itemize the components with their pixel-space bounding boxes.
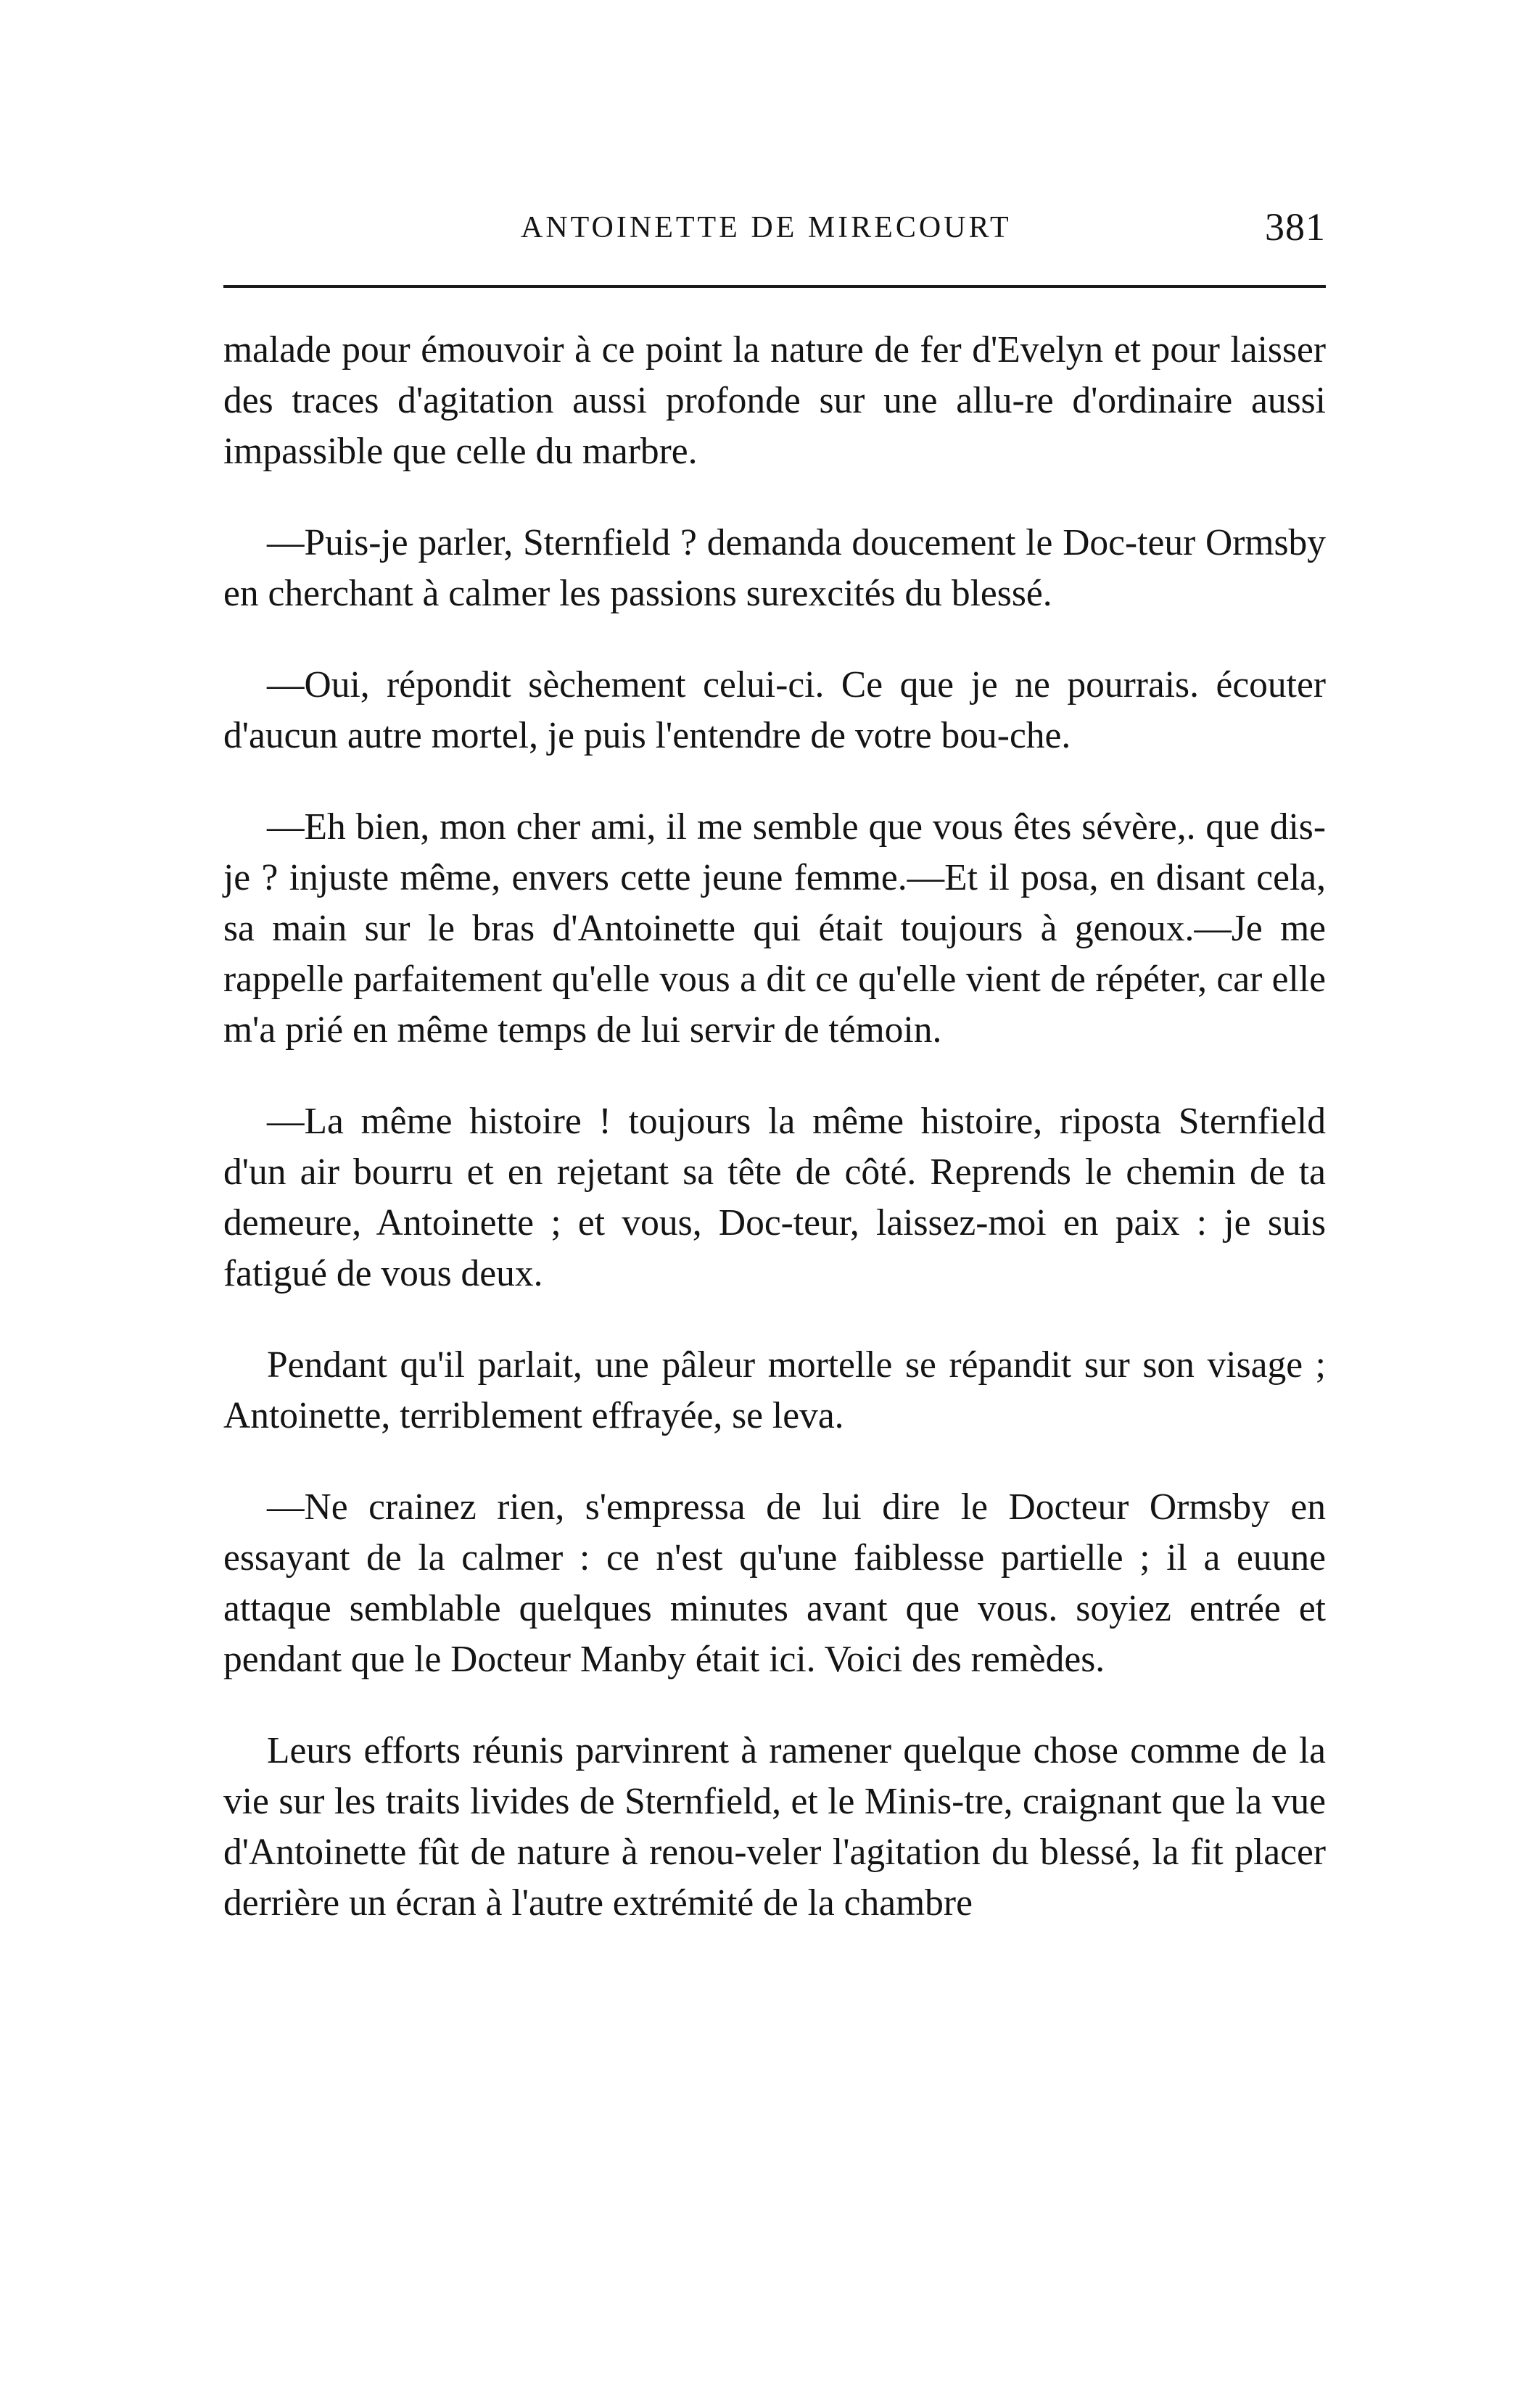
paragraph: —Ne crainez rien, s'empressa de lui dire le Docteur Ormsby en essayant de la calmer : ce n'est qu'une faiblesse partielle ; il a euune attaque semblable quelques minutes avant que vous. soyiez entrée et pendant que le Docteur Manby était ici. Voici des remèdes. [223,1486,1326,1680]
page-number: 381 [1265,205,1326,249]
body-text [223,325,1326,1929]
paragraph: —Oui, répondit sèchement celui-ci. Ce que je ne pourrais. écouter d'aucun autre mortel, je puis l'entendre de votre bou-che. [223,664,1326,756]
running-head [223,204,1326,255]
paragraph: Leurs efforts réunis parvinrent à ramener quelque chose comme de la vie sur les traits livides de Sternfield, et le Minis-tre, craignant que la vue d'Antoinette fût de nature à renou-veler l'agitation du blessé, la fit placer derrière un écran à l'autre extrémité de la chambre [223,1730,1326,1924]
paragraph: malade pour émouvoir à ce point la nature de fer d'Evelyn et pour laisser des traces d'agitation aussi profonde sur une allu-re d'ordinaire aussi impassible que celle du marbre. [223,329,1326,472]
header-rule [223,285,1326,288]
paragraph: —Puis-je parler, Sternfield ? demanda doucement le Doc-teur Ormsby en cherchant à calmer les passions surexcités du blessé. [223,522,1326,614]
paragraph: —La même histoire ! toujours la même histoire, riposta Sternfield d'un air bourru et en rejetant sa tête de côté. Reprends le chemin de ta demeure, Antoinette ; et vous, Doc-teur, laissez-moi en paix : je suis fatigué de vous deux. [223,1101,1326,1294]
paragraph: —Eh bien, mon cher ami, il me semble que vous êtes sévère,. que dis-je ? injuste même, envers cette jeune femme.—Et il posa, en disant cela, sa main sur le bras d'Antoinette qui était toujours à genoux.—Je me rappelle parfaitement qu'elle vous a dit ce qu'elle vient de répéter, car elle m'a prié en même temps de lui servir de témoin. [223,806,1326,1051]
running-title: ANTOINETTE DE MIRECOURT [521,211,1012,244]
paragraph: Pendant qu'il parlait, une pâleur mortelle se répandit sur son visage ; Antoinette, terriblement effrayée, se leva. [223,1344,1326,1436]
